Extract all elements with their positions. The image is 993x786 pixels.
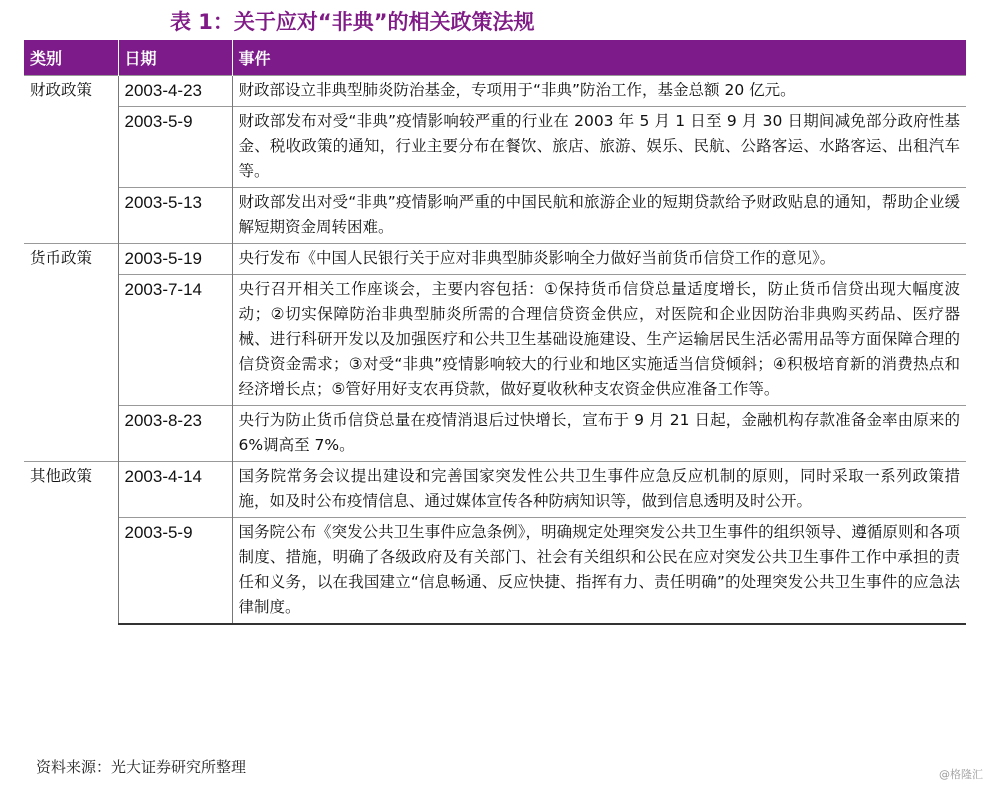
event-cell: 财政部发布对受“非典”疫情影响较严重的行业在 2003 年 5 月 1 日至 9 月 30 日期间减免部分政府性基金、税收政策的通知，行业主要分布在餐饮、旅店、旅游、娱乐、民航、公路客运、水路客运、出租汽车等。 (232, 107, 966, 188)
date-cell: 2003-4-14 (118, 462, 232, 518)
header-event: 事件 (232, 40, 966, 76)
date-cell: 2003-5-13 (118, 188, 232, 244)
source-note: 资料来源：光大证券研究所整理 (36, 758, 247, 776)
table-row (24, 462, 966, 518)
date-cell: 2003-5-9 (118, 518, 232, 625)
header-category: 类别 (24, 40, 118, 76)
event-cell: 国务院公布《突发公共卫生事件应急条例》，明确规定处理突发公共卫生事件的组织领导、遵循原则和各项制度、措施，明确了各级政府及有关部门、社会有关组织和公民在应对突发公共卫生事件工作中承担的责任和义务，以在我国建立“信息畅通、反应快捷、指挥有力、责任明确”的处理突发公共卫生事件的应急法律制度。 (232, 518, 966, 625)
event-cell: 国务院常务会议提出建设和完善国家突发性公共卫生事件应急反应机制的原则，同时采取一系列政策措施，如及时公布疫情信息、通过媒体宣传各种防病知识等，做到信息透明及时公开。 (232, 462, 966, 518)
category-cell: 其他政策 (24, 462, 118, 625)
date-cell: 2003-5-9 (118, 107, 232, 188)
category-cell: 财政政策 (24, 76, 118, 244)
header-date: 日期 (118, 40, 232, 76)
table-row (24, 76, 966, 107)
watermark: @格隆汇 (939, 768, 983, 781)
event-cell: 央行召开相关工作座谈会，主要内容包括：①保持货币信贷总量适度增长，防止货币信贷出现大幅度波动；②切实保障防治非典型肺炎所需的合理信贷资金供应，对医院和企业因防治非典购买药品、医疗器械、进行科研开发以及加强医疗和公共卫生基础设施建设、生产运输居民生活必需用品等方面保障合理的信贷资金需求；③对受“非典”疫情影响较大的行业和地区实施适当信贷倾斜；④积极培育新的消费热点和经济增长点；⑤管好用好支农再贷款，做好夏收秋种支农资金供应准备工作等。 (232, 275, 966, 406)
table-row (24, 406, 966, 462)
date-cell: 2003-5-19 (118, 244, 232, 275)
table-row (24, 107, 966, 188)
table-row (24, 275, 966, 406)
category-cell: 货币政策 (24, 244, 118, 462)
event-cell: 财政部设立非典型肺炎防治基金，专项用于“非典”防治工作，基金总额 20 亿元。 (232, 76, 966, 107)
table-row (24, 244, 966, 275)
policy-table (24, 40, 966, 625)
event-cell: 央行发布《中国人民银行关于应对非典型肺炎影响全力做好当前货币信贷工作的意见》。 (232, 244, 966, 275)
date-cell: 2003-7-14 (118, 275, 232, 406)
table-row (24, 188, 966, 244)
table-title: 表 1：关于应对“非典”的相关政策法规 (170, 10, 535, 34)
event-cell: 央行为防止货币信贷总量在疫情消退后过快增长，宣布于 9 月 21 日起，金融机构存款准备金率由原来的 6%调高至 7%。 (232, 406, 966, 462)
date-cell: 2003-8-23 (118, 406, 232, 462)
table-header-row (24, 40, 966, 76)
policy-table-container (24, 40, 966, 625)
event-cell: 财政部发出对受“非典”疫情影响严重的中国民航和旅游企业的短期贷款给予财政贴息的通知，帮助企业缓解短期资金周转困难。 (232, 188, 966, 244)
date-cell: 2003-4-23 (118, 76, 232, 107)
table-row (24, 518, 966, 625)
